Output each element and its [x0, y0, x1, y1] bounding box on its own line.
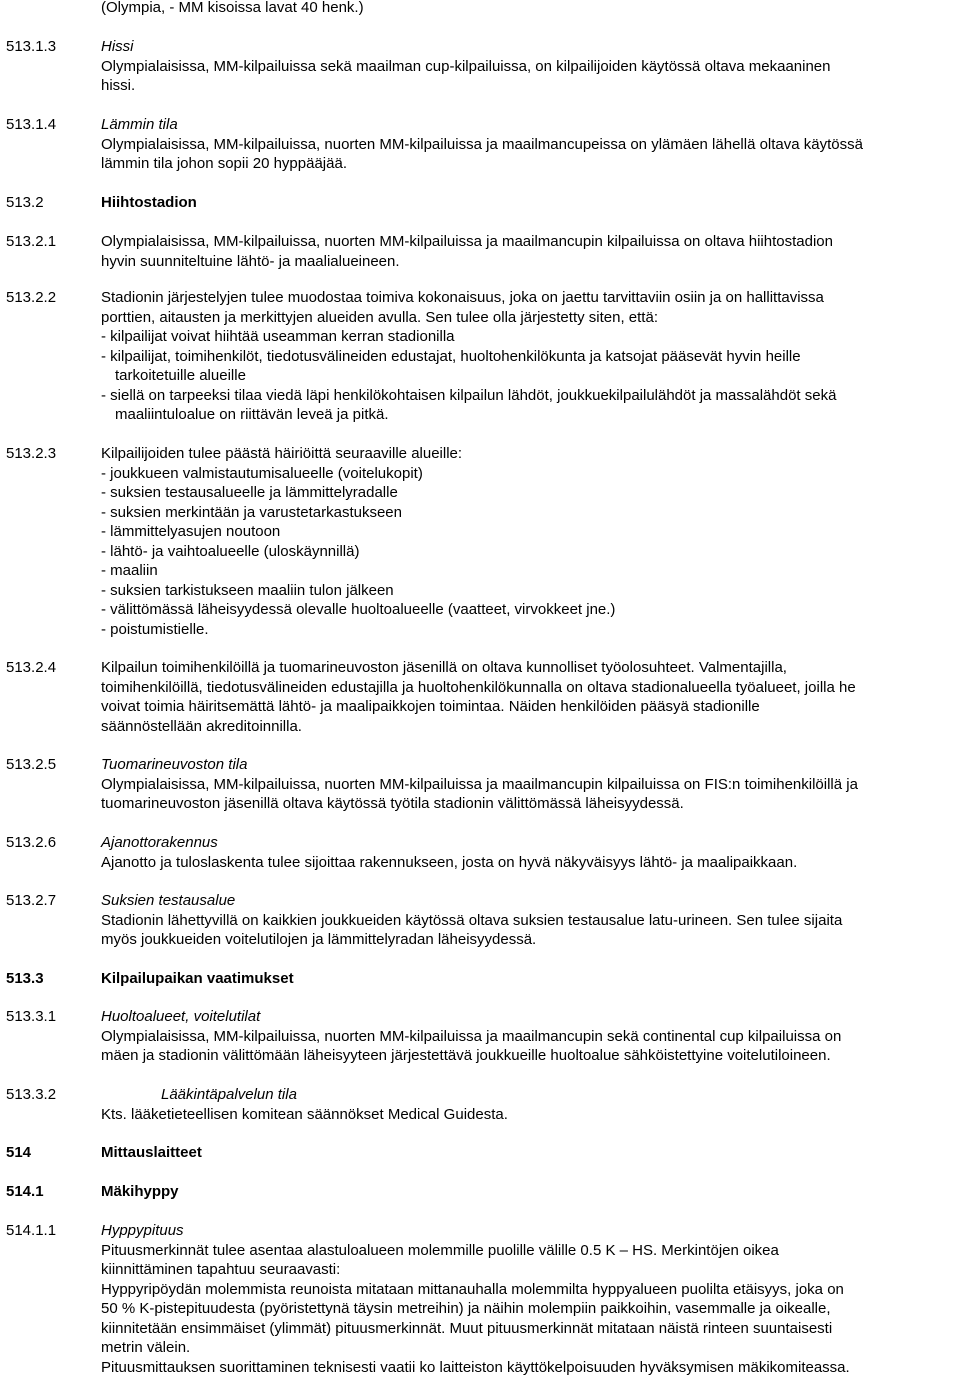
section-513-2-7: [6, 891, 956, 950]
section-heading: Hiihtostadion: [101, 194, 197, 211]
list-item: - joukkueen valmistautumisalueelle (voitelukopit): [101, 464, 423, 482]
list-item: - lähtö- ja vaihtoalueelle (uloskäynnillä): [101, 542, 360, 560]
section-514-1: [6, 1182, 956, 1202]
paragraph-line: Hyppyripöydän molemmista reunoista mitataan mittanauhalla molemmilta hyppyalueen puolilta etäisyys, joka on: [101, 1280, 844, 1298]
paragraph-line: säännöstellään akreditoinnilla.: [101, 717, 302, 735]
paragraph-line: porttien, aitausten ja merkittyjen alueiden avulla. Sen tulee olla järjestetty siten, että:: [101, 308, 658, 326]
section-title: Lämmin tila: [101, 116, 178, 133]
paragraph-line: Ajanotto ja tuloslaskenta tulee sijoittaa rakennukseen, josta on hyvä näkyväisyys lähtö- ja maalipaikkaan.: [101, 853, 798, 871]
section-number: 513.2.4: [6, 659, 57, 676]
list-item: - poistumistielle.: [101, 620, 209, 638]
section-513-2-5: [6, 755, 956, 814]
paragraph-line: metrin välein.: [101, 1339, 191, 1356]
paragraph-line: hissi.: [101, 77, 136, 94]
paragraph-line: Kilpailun toimihenkilöillä ja tuomarineuvoston jäsenillä on oltava kunnolliset työolosuhteet. Valmentajilla,: [101, 659, 787, 676]
paragraph-line: Olympialaisissa, MM-kilpailuissa, nuorten MM-kilpailuissa ja maailmancupin kilpailuissa on oltava hiihtostadion: [101, 233, 833, 250]
paragraph-line: mäen ja stadionin välittömään läheisyyteen järjestettävä joukkueille huoltoalue sähköistettyine voitelutiloineen.: [101, 1047, 831, 1064]
section-513-2-4: [6, 658, 956, 736]
section-513-2-3: [6, 444, 956, 639]
paragraph-line: Stadionin lähettyvillä on kaikkien joukkueiden käytössä oltava suksien testausalue latu-urineen. Sen tulee sijaita: [101, 911, 843, 929]
list-item: - maaliin: [101, 562, 158, 579]
section-513-1-4: [6, 115, 956, 174]
list-item: - suksien merkintään ja varustetarkastukseen: [101, 503, 402, 521]
paragraph-line: Pituusmerkinnät tulee asentaa alastuloalueen molemmille puolille välille 0.5 K – HS. Merkintöjen oikea: [101, 1241, 779, 1259]
list-item: - siellä on tarpeeksi tilaa viedä läpi henkilökohtaisen kilpailun lähdöt, joukkuekilpailulähdöt ja massalähdöt sekä: [101, 386, 837, 404]
paragraph-line: kiinnittäminen tapahtuu seuraavasti:: [101, 1261, 341, 1278]
section-number: 513.2.1: [6, 233, 57, 250]
section-514-1-1: [6, 1221, 956, 1377]
paragraph-line: (Olympia, - MM kisoissa lavat 40 henk.): [101, 0, 364, 16]
section-514: [6, 1143, 956, 1163]
paragraph-line: lämmin tila johon sopii 20 hyppääjää.: [101, 155, 347, 172]
section-number: 514: [6, 1144, 32, 1161]
section-number: 513.2.7: [6, 892, 57, 909]
section-513-3-2: [6, 1085, 956, 1124]
section-title: Hissi: [101, 38, 134, 55]
list-item-continuation: maaliintuloalue on riittävän leveä ja pitkä.: [115, 406, 389, 423]
section-number: 513.2: [6, 194, 44, 211]
section-title: Ajanottorakennus: [101, 834, 218, 851]
section-heading: Mittauslaitteet: [101, 1144, 202, 1161]
paragraph-line: hyvin suunniteltuine lähtö- ja maalialueineen.: [101, 252, 400, 270]
section-title: Lääkintäpalvelun tila: [161, 1086, 297, 1103]
paragraph-line: kiinnitetään ensimmäiset (ylimmät) pituusmerkinnät. Muut pituusmerkinnät mitataan näistä rinteen suuntaisesti: [101, 1319, 833, 1337]
list-item-continuation: tarkoitetuille alueille: [115, 367, 246, 384]
section-number: 513.3: [6, 970, 44, 987]
paragraph-line: Pituusmittauksen suorittaminen teknisesti vaatii ko laitteiston käyttökelpoisuuden hyväksymisen mäkikomiteassa.: [101, 1358, 850, 1376]
section-number: 513.3.1: [6, 1008, 57, 1025]
section-heading: Kilpailupaikan vaatimukset: [101, 970, 294, 987]
intro-paragraph: [6, 0, 956, 18]
paragraph-line: Olympialaisissa, MM-kilpailuissa, nuorten MM-kilpailuissa ja maailmancupeissa on ylämäen lähellä oltava käytössä: [101, 135, 863, 153]
section-title: Hyppypituus: [101, 1222, 184, 1239]
paragraph-line: tuomarineuvoston jäsenillä oltava käytössä työtila stadionin välittömässä läheisyydessä.: [101, 795, 684, 812]
section-number: 513.2.5: [6, 756, 57, 773]
list-item: - suksien tarkistukseen maaliin tulon jälkeen: [101, 581, 394, 599]
paragraph-line: myös joukkueiden voitelutilojen ja lämmittelyradan läheisyydessä.: [101, 931, 537, 948]
section-title: Huoltoalueet, voitelutilat: [101, 1008, 261, 1025]
paragraph-line: 50 % K-pistepituudesta (pyöristettynä täysin metreihin) ja näihin molempiin paikkoihin, vasemmalle ja oikealle,: [101, 1300, 831, 1317]
section-number: 513.1.3: [6, 38, 57, 55]
section-513-2-6: [6, 833, 956, 872]
list-item: - lämmittelyasujen noutoon: [101, 523, 281, 540]
list-item: - kilpailijat, toimihenkilöt, tiedotusvälineiden edustajat, huoltohenkilökunta ja katsojat pääsevät hyvin heille: [101, 347, 801, 365]
section-number: 513.2.6: [6, 834, 57, 851]
section-number: 514.1.1: [6, 1222, 57, 1239]
paragraph-line: Kilpailijoiden tulee päästä häiriöittä seuraaville alueille:: [101, 445, 463, 462]
section-513-2-2: [6, 288, 956, 425]
paragraph-line: Kts. lääketieteellisen komitean säännökset Medical Guidesta.: [101, 1105, 508, 1123]
section-title: Tuomarineuvoston tila: [101, 756, 248, 773]
paragraph-line: Olympialaisissa, MM-kilpailuissa sekä maailman cup-kilpailuissa, on kilpailijoiden käytössä oltava mekaaninen: [101, 57, 831, 75]
section-heading: Mäkihyppy: [101, 1183, 179, 1200]
paragraph-line: Stadionin järjestelyjen tulee muodostaa toimiva kokonaisuus, joka on jaettu tarvittaviin osiin ja on hallittavissa: [101, 289, 824, 306]
section-513-2-1: [6, 232, 956, 271]
section-513-3: [6, 969, 956, 989]
list-item: - välittömässä läheisyydessä olevalle huoltoalueelle (vaatteet, virvokkeet jne.): [101, 601, 616, 618]
section-number: 513.2.2: [6, 289, 57, 306]
list-item: - suksien testausalueelle ja lämmittelyradalle: [101, 484, 398, 501]
section-513-3-1: [6, 1007, 956, 1066]
section-number: 513.1.4: [6, 116, 57, 133]
section-513-2: [6, 193, 956, 213]
section-title: Suksien testausalue: [101, 892, 236, 909]
list-item: - kilpailijat voivat hiihtää useamman kerran stadionilla: [101, 328, 455, 345]
section-number: 513.2.3: [6, 445, 57, 462]
paragraph-line: voivat toimia häiritsemättä lähtö- ja maalipaikkojen toimintaa. Näiden henkilöiden pääsyä stadionille: [101, 698, 760, 715]
section-513-1-3: [6, 37, 956, 96]
section-number: 513.3.2: [6, 1086, 57, 1103]
paragraph-line: Olympialaisissa, MM-kilpailuissa, nuorten MM-kilpailuissa ja maailmancupin kilpailuissa on FIS:n toimihenkilöillä ja: [101, 775, 858, 793]
paragraph-line: toimihenkilöillä, tiedotusvälineiden edustajilla ja huoltohenkilökunnalla on oltava stadionalueella työalueet, joilla he: [101, 678, 856, 696]
paragraph-line: Olympialaisissa, MM-kilpailuissa, nuorten MM-kilpailuissa ja maailmancupin sekä continental cup kilpailuissa on: [101, 1027, 842, 1045]
section-number: 514.1: [6, 1183, 44, 1200]
